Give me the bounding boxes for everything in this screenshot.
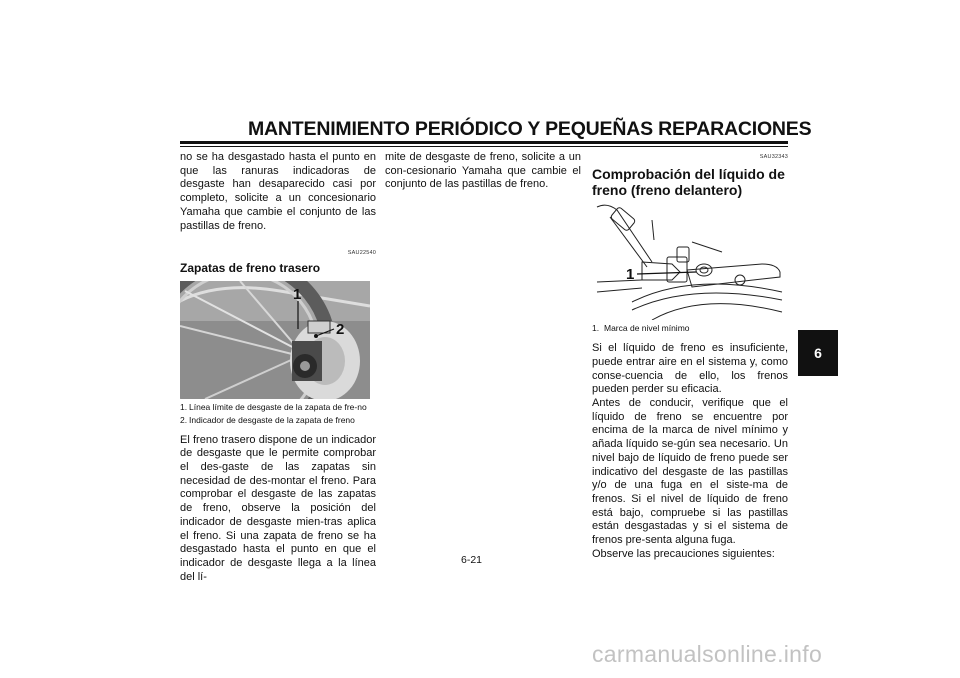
brake-fluid-paragraph-3: Observe las precauciones siguientes:: [592, 547, 775, 560]
brake-reservoir-drawing: [592, 202, 784, 320]
figure-label-1: 1: [626, 265, 635, 283]
column-2: [385, 151, 581, 192]
header-rule-thin: [180, 146, 788, 147]
caption-item: 2. Indicador de desgaste de la zapata de freno: [180, 415, 355, 426]
section-code: SAU22540: [347, 250, 376, 257]
column-3: [592, 151, 788, 561]
brake-fluid-captions: [592, 323, 788, 334]
brake-fluid-illustration: [592, 202, 784, 320]
header-rule-thick: [180, 141, 788, 144]
figure-label-1: 1: [293, 285, 302, 303]
watermark-text: carmanualsonline.info: [592, 641, 823, 667]
rear-brake-paragraph: El freno trasero dispone de un indicador de desgaste que le permite comprobar el des-gaste de las zapatas sin necesidad de des-montar el freno. Para comprobar el desgaste de las zapatas de freno, observe la posición del indicador de desgaste mien-tras aplica el freno. Si una zapata de freno se ha desgastado hasta el punto en que el indicador de desgaste llega a la línea del lí-: [180, 433, 376, 583]
rear-brake-photo: [180, 281, 370, 399]
rear-brake-captions: [180, 402, 376, 426]
figure-label-2: 2: [336, 320, 345, 338]
section-heading-brake-fluid: Comprobación del líquido de freno (freno delantero): [592, 165, 785, 198]
page-header-title: MANTENIMIENTO PERIÓDICO Y PEQUEÑAS REPARACIONES: [248, 118, 812, 140]
chapter-tab: 6: [798, 330, 838, 376]
section-heading-rear-brake: Zapatas de freno trasero: [180, 260, 321, 275]
caption-item: 1. Línea límite de desgaste de la zapata de fre-no: [180, 401, 367, 412]
brake-fluid-paragraph-1: Si el líquido de freno es insuficiente, puede entrar aire en el sistema y, como conse-cuencia de ello, los frenos pueden perder su eficacia.: [592, 342, 788, 396]
brake-fluid-paragraph-2: Antes de conducir, verifique que el líquido de freno se encuentre por encima de la marca de nivel mínimo y añada líquido se-gún sea necesario. Un nivel bajo de líquido de freno puede ser indicativo del desgaste de las pastillas y/o de una fuga en el siste-ma de frenos. Si el nivel de líquido de freno está bajo, compruebe si las pastillas están desgastadas y si el sistema de frenos pre-senta alguna fuga.: [592, 397, 788, 547]
column-1: [180, 151, 376, 584]
continued-paragraph: mite de desgaste de freno, solicite a un con-cesionario Yamaha que cambie el conjunto de las pastillas de freno.: [385, 151, 581, 191]
section-code: SAU32343: [759, 154, 788, 160]
page-number: 6-21: [461, 554, 483, 566]
caption-item: 1. Marca de nivel mínimo: [592, 322, 690, 333]
intro-paragraph: no se ha desgastado hasta el punto en que las ranuras indicadoras de desgaste han desaparecido casi por completo, solicite a un concesionario Yamaha que cambie el conjunto de las pastillas de freno.: [180, 151, 376, 232]
rear-brake-illustration: [180, 281, 370, 399]
